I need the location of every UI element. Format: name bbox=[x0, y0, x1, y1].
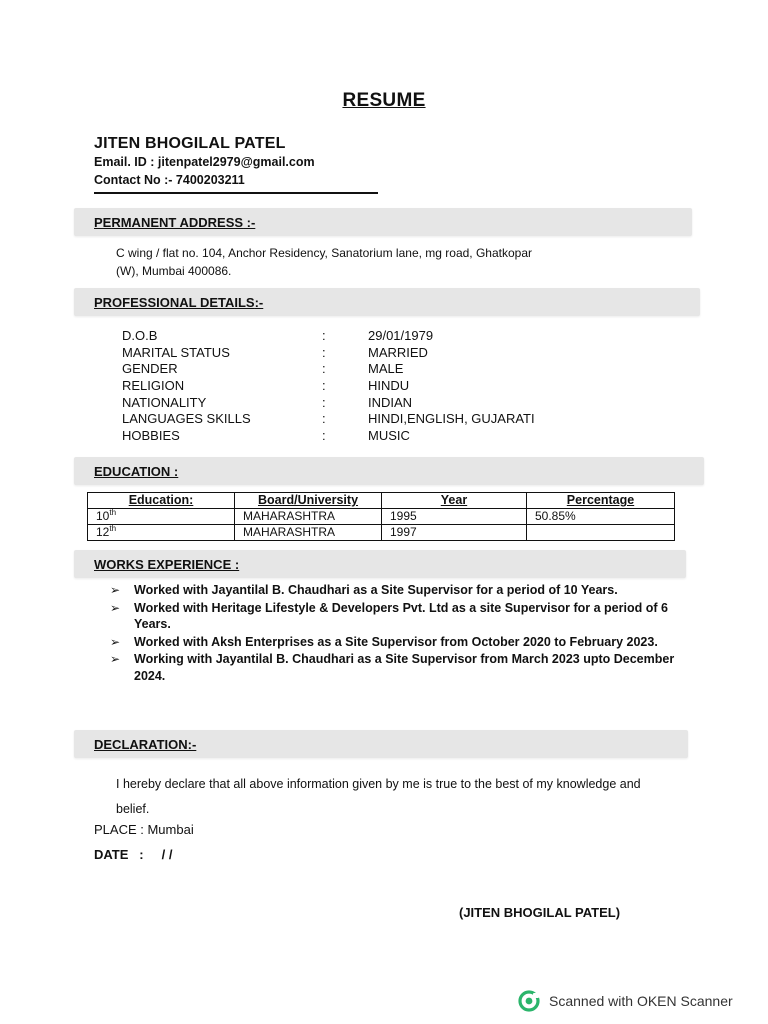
detail-value: INDIAN bbox=[368, 394, 413, 410]
education-table bbox=[87, 492, 675, 541]
detail-label: D.O.B bbox=[122, 328, 158, 343]
column-header-year: Year bbox=[382, 493, 527, 509]
address-section-band bbox=[74, 208, 692, 236]
detail-colon: : bbox=[322, 411, 326, 427]
detail-value: HINDU bbox=[368, 378, 410, 394]
oken-scanner-icon bbox=[518, 990, 540, 1012]
declaration-section-band bbox=[74, 730, 688, 758]
education-section-band bbox=[74, 457, 704, 485]
arrow-bullet-icon: ➢ bbox=[110, 634, 121, 649]
address-line: C wing / flat no. 104, Anchor Residency, Sanatorium lane, mg road, Ghatkopar bbox=[116, 246, 533, 260]
board-cell: MAHARASHTRA bbox=[235, 525, 382, 541]
detail-colon: : bbox=[322, 394, 326, 410]
detail-label: LANGUAGES SKILLS bbox=[122, 411, 251, 427]
signature-name: (JITEN BHOGILAL PATEL) bbox=[459, 905, 621, 920]
applicant-name: JITEN BHOGILAL PATEL bbox=[94, 135, 286, 152]
list-item bbox=[108, 634, 678, 651]
scanner-text: Scanned with OKEN Scanner bbox=[549, 993, 733, 1009]
declaration-text: I hereby declare that all above information given by me is true to the best of my knowledge and belief. bbox=[116, 777, 641, 816]
detail-label: GENDER bbox=[122, 361, 178, 377]
detail-colon: : bbox=[322, 328, 326, 343]
education-level-cell: 10th bbox=[88, 509, 235, 525]
education-table-header bbox=[88, 493, 675, 509]
address-line: (W), Mumbai 400086. bbox=[116, 264, 232, 278]
column-header-board: Board/University bbox=[235, 493, 382, 509]
board-cell: MAHARASHTRA bbox=[235, 509, 382, 525]
address-heading: PERMANENT ADDRESS :- bbox=[94, 215, 256, 230]
percentage-cell: 50.85% bbox=[527, 509, 675, 525]
header-rule bbox=[94, 192, 378, 194]
detail-colon: : bbox=[322, 378, 326, 394]
professional-section-band bbox=[74, 288, 700, 316]
table-row bbox=[88, 525, 675, 541]
experience-list bbox=[108, 582, 678, 685]
scanner-watermark bbox=[518, 990, 733, 1012]
detail-label: MARITAL STATUS bbox=[122, 344, 230, 360]
arrow-bullet-icon: ➢ bbox=[110, 652, 121, 666]
detail-colon: : bbox=[322, 344, 326, 360]
year-cell: 1997 bbox=[382, 525, 527, 541]
detail-value: 29/01/1979 bbox=[368, 328, 434, 343]
detail-value: HINDI,ENGLISH, GUJARATI bbox=[368, 411, 535, 427]
arrow-bullet-icon: ➢ bbox=[110, 583, 121, 597]
list-item bbox=[108, 582, 678, 599]
education-level-cell: 12th bbox=[88, 525, 235, 541]
arrow-bullet-icon: ➢ bbox=[110, 600, 121, 615]
year-cell: 1995 bbox=[382, 509, 527, 525]
detail-colon: : bbox=[322, 428, 326, 444]
declaration-heading: DECLARATION:- bbox=[94, 737, 197, 752]
email-line: Email. ID : jitenpatel2979@gmail.com bbox=[94, 155, 315, 169]
detail-label: NATIONALITY bbox=[122, 394, 207, 410]
experience-heading: WORKS EXPERIENCE : bbox=[94, 557, 240, 572]
detail-label: HOBBIES bbox=[122, 428, 180, 444]
experience-section-band bbox=[74, 550, 686, 578]
percentage-cell bbox=[527, 525, 675, 541]
professional-heading: PROFESSIONAL DETAILS:- bbox=[94, 295, 264, 310]
education-heading: EDUCATION : bbox=[94, 464, 179, 479]
list-item bbox=[108, 600, 678, 633]
contact-line: Contact No :- 7400203211 bbox=[94, 173, 245, 187]
detail-colon: : bbox=[322, 361, 326, 377]
date-line: DATE : / / bbox=[94, 847, 173, 862]
column-header-percentage: Percentage bbox=[527, 493, 675, 509]
place-line: PLACE : Mumbai bbox=[94, 822, 194, 837]
experience-text: Working with Jayantilal B. Chaudhari as a Site Supervisor from March 2023 upto December 2024. bbox=[134, 652, 675, 683]
resume-title: RESUME bbox=[342, 90, 426, 111]
experience-text: Worked with Jayantilal B. Chaudhari as a Site Supervisor for a period of 10 Years. bbox=[134, 583, 618, 597]
table-row bbox=[88, 509, 675, 525]
experience-text: Worked with Aksh Enterprises as a Site Supervisor from October 2020 to February 2023. bbox=[134, 634, 658, 649]
detail-value: MALE bbox=[368, 361, 404, 377]
column-header-education: Education: bbox=[88, 493, 235, 509]
list-item bbox=[108, 651, 678, 684]
address-text bbox=[116, 244, 676, 280]
experience-text: Worked with Heritage Lifestyle & Developers Pvt. Ltd as a site Supervisor for a period of 6 Years. bbox=[134, 600, 668, 631]
detail-value: MUSIC bbox=[368, 428, 410, 444]
detail-label: RELIGION bbox=[122, 378, 185, 394]
detail-value: MARRIED bbox=[368, 344, 428, 360]
